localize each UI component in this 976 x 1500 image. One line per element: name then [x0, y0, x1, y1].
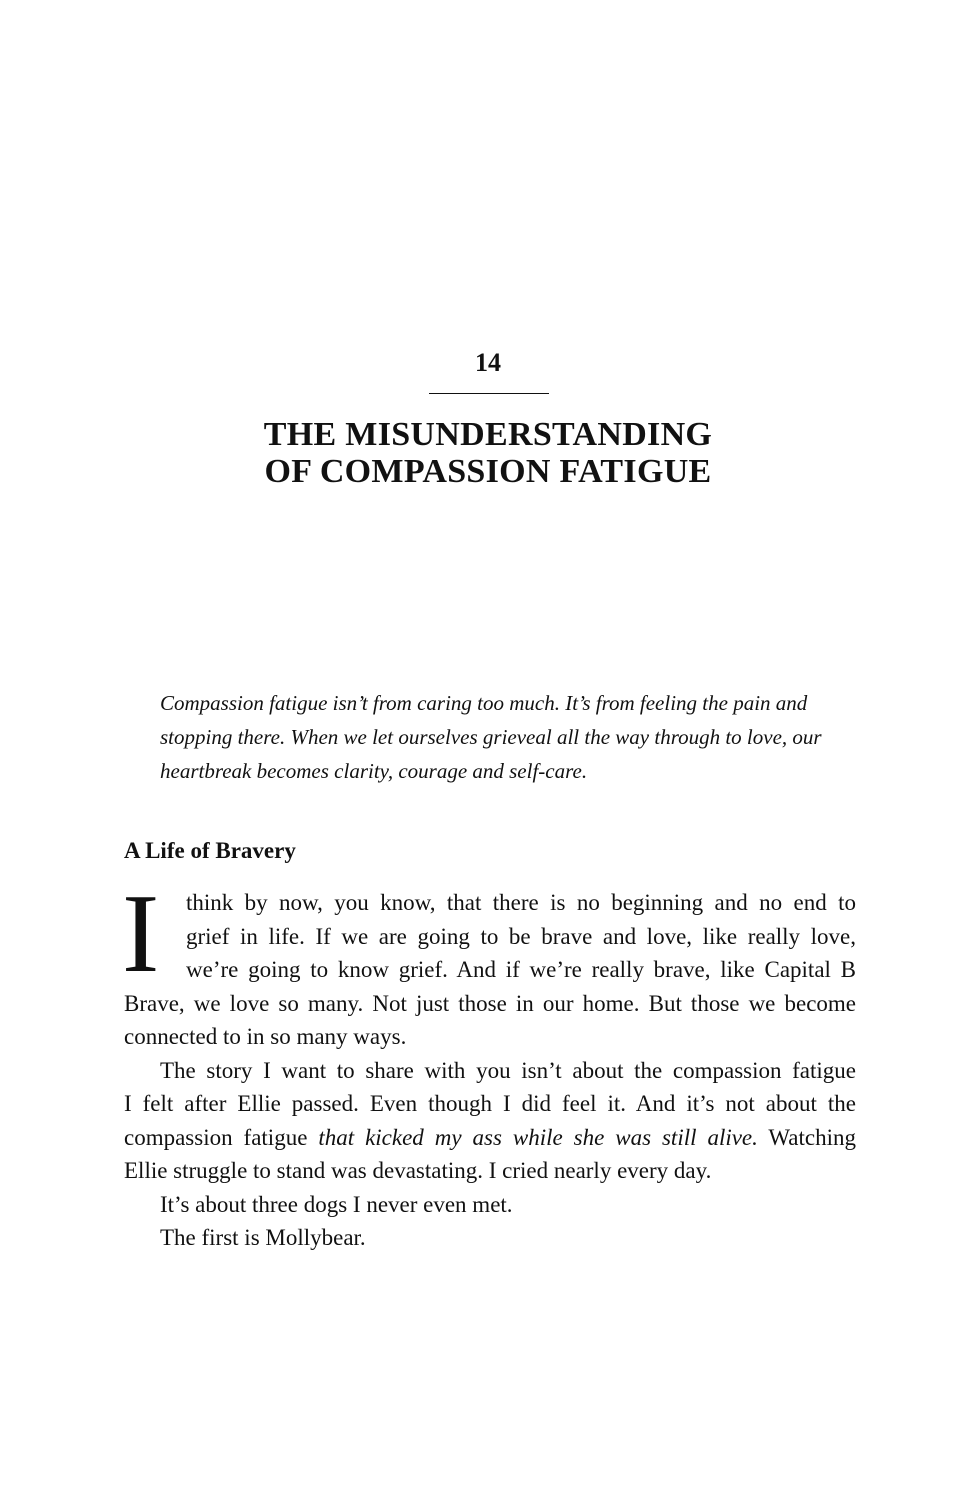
paragraph-line: It’s about three dogs I never even met. [160, 1191, 513, 1217]
line-text: compassion fatigue [124, 1124, 319, 1150]
section-heading: A Life of Bravery [124, 838, 296, 863]
paragraph-line: The first is Mollybear. [160, 1225, 366, 1250]
paragraph-line: connected to in so many ways. [124, 1024, 407, 1049]
chapter-title [0, 416, 976, 490]
paragraph-line: I felt after Ellie passed. Even though I did feel it. And it’s not about the [124, 1091, 856, 1116]
epigraph-line: stopping there. When we let ourselves grieveal all the way through to love, our [160, 725, 822, 749]
paragraph-line: we’re going to know grief. And if we’re really brave, like Capital B [186, 957, 856, 982]
epigraph [160, 686, 840, 788]
line-text: Watching [757, 1124, 856, 1150]
paragraph-line: Brave, we love so many. Not just those in our home. But those we become [124, 990, 856, 1016]
paragraph-line: Ellie struggle to stand was devastating. I cried nearly every day. [124, 1158, 712, 1183]
paragraph-line: think by now, you know, that there is no beginning and no end to [186, 890, 856, 915]
epigraph-line: heartbreak becomes clarity, courage and self-care. [160, 759, 588, 783]
body-text [122, 872, 856, 1255]
chapter-title-line: OF COMPASSION FATIGUE [264, 453, 712, 490]
paragraph-line: grief in life. If we are going to be brave and love, like really love, [186, 923, 856, 949]
italic-phrase: that kicked my ass while she was still alive. [318, 1124, 758, 1150]
paragraph-line: The story I want to share with you isn’t about the compassion fatigue [160, 1057, 856, 1083]
epigraph-line: Compassion fatigue isn’t from caring too much. It’s from feeling the pain and [160, 691, 808, 715]
chapter-number: 14 [475, 348, 501, 377]
chapter-title-line: THE MISUNDERSTANDING [263, 416, 713, 453]
drop-cap: I [122, 872, 160, 996]
paragraph-line [124, 1121, 856, 1155]
chapter-rule-divider [429, 393, 549, 394]
